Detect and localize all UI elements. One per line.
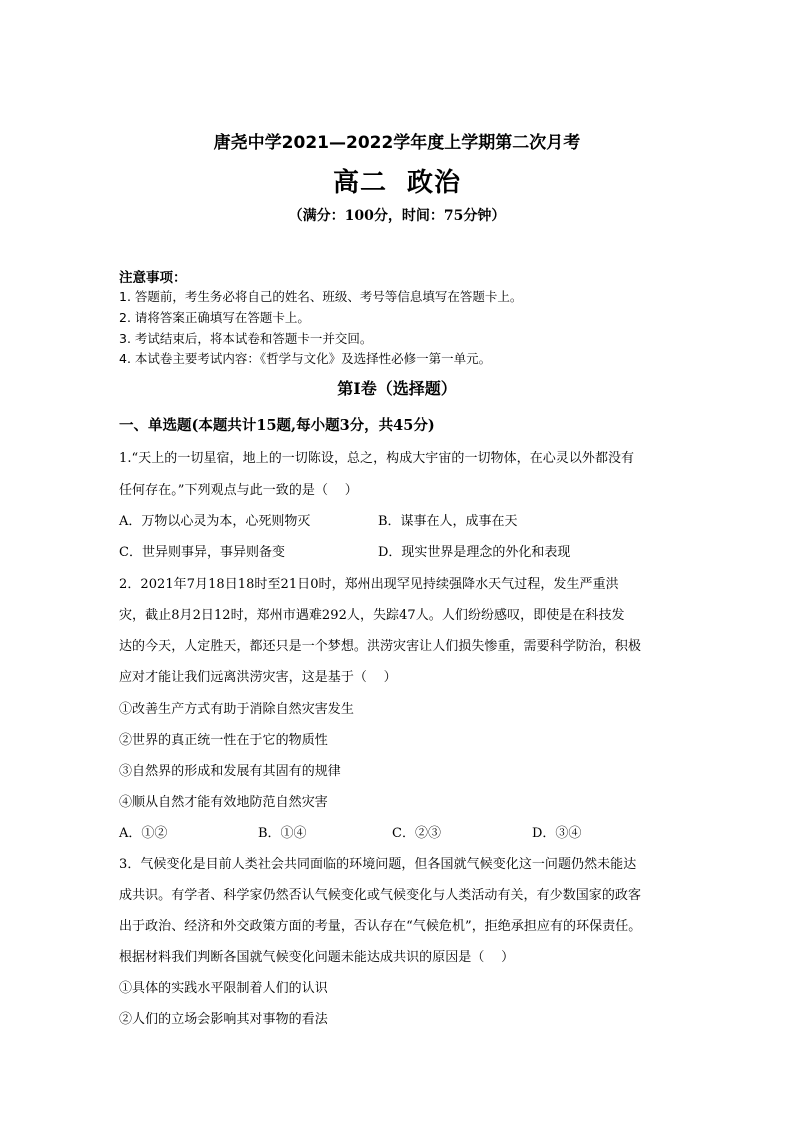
notice-item: 2. 请将答案正确填写在答题卡上。: [119, 310, 310, 325]
part-title: 第Ⅰ卷（选择题）: [337, 379, 457, 398]
question-2-option-d: D．③④: [532, 826, 582, 841]
question-1-option-b: B．谋事在人，成事在天: [378, 514, 518, 529]
question-2-line: 2．2021年7月18日18时至21日0时，郑州出现罕见持续强降水天气过程，发生严重洪: [119, 577, 619, 592]
notice-item: 1. 答题前，考生务必将自己的姓名、班级、考号等信息填写在答题卡上。: [119, 289, 523, 304]
question-3-line: 根据材料我们判断各国就气候变化问题未能达成共识的原因是（ ）: [119, 950, 515, 965]
subject-title: 高二 政治: [332, 168, 462, 198]
question-2-line: 应对才能让我们远离洪涝灾害，这是基于（ ）: [119, 670, 397, 685]
question-1-option-d: D．现实世界是理念的外化和表现: [378, 545, 571, 560]
question-1-line: 任何存在。”下列观点与此一致的是（ ）: [119, 483, 358, 498]
notice-heading: 注意事项：: [119, 270, 187, 286]
question-2-line: 灾，截止8月2日12时，郑州市遇难292人，失踪47人。人们纷纷感叹，即使是在科技发: [119, 608, 625, 623]
question-3-line: 出于政治、经济和外交政策方面的考量，否认存在“气候危机”，拒绝承担应有的环保责任。: [119, 919, 642, 934]
notice-item: 3. 考试结束后，将本试卷和答题卡一并交回。: [119, 331, 373, 346]
exam-title: 唐尧中学2021—2022学年度上学期第二次月考: [213, 133, 581, 153]
question-3-line: 成共识。有学者、科学家仍然否认气候变化或气候变化与人类活动有关，有少数国家的政客: [119, 888, 642, 903]
question-2-option-c: C．②③: [392, 826, 441, 841]
question-2-statement: ①改善生产方式有助于消除自然灾害发生: [119, 702, 354, 717]
question-1-option-c: C．世异则事异，事异则备变: [119, 545, 285, 560]
section-heading: 一、单选题(本题共计15题,每小题3分，共45分): [119, 417, 435, 434]
question-2-option-b: B．①④: [258, 826, 307, 841]
question-2-line: 达的今天，人定胜天，都还只是一个梦想。洪涝灾害让人们损失惨重，需要科学防治，积极: [119, 639, 642, 654]
question-3-statement: ①具体的实践水平限制着人们的认识: [119, 981, 328, 996]
score-info: （满分：100分，时间：75分钟）: [288, 208, 506, 224]
question-1-line: 1.“天上的一切星宿，地上的一切陈设，总之，构成大宇宙的一切物体，在心灵以外都没有: [119, 451, 635, 466]
question-2-statement: ③自然界的形成和发展有其固有的规律: [119, 764, 341, 779]
question-1-option-a: A．万物以心灵为本，心死则物灭: [119, 514, 311, 529]
notice-item: 4. 本试卷主要考试内容：《哲学与文化》及选择性必修一第一单元。: [119, 351, 492, 366]
question-2-statement: ④顺从自然才能有效地防范自然灾害: [119, 795, 328, 810]
question-3-statement: ②人们的立场会影响其对事物的看法: [119, 1012, 328, 1027]
question-2-statement: ②世界的真正统一性在于它的物质性: [119, 733, 328, 748]
question-2-option-a: A．①②: [119, 826, 168, 841]
question-3-line: 3．气候变化是目前人类社会共同面临的环境问题，但各国就气候变化这一问题仍然未能达: [119, 857, 637, 872]
